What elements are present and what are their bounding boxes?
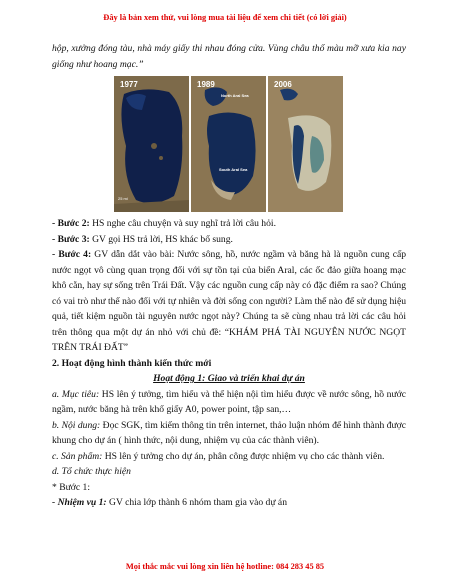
- product-paragraph: [52, 449, 406, 465]
- aral-panel-1977: [114, 76, 189, 212]
- intro-paragraph: hộp, xưởng đóng tàu, nhà máy giấy thi nhau đóng cửa. Vùng châu thổ màu mỡ xưa kia nay giống như hoang mạc.”: [52, 43, 406, 70]
- objective-label: a. Mục tiêu:: [52, 388, 100, 400]
- product-text: HS lên ý tưởng cho dự án, phân công được nhiệm vụ cho các thành viên.: [102, 450, 385, 462]
- step-2-text: HS nghe câu chuyện và suy nghĩ trả lời câu hỏi.: [89, 218, 276, 229]
- objective-text: HS lên ý tưởng, tìm hiểu và thể hiện nội tìm hiểu được về nước sông, hồ nước ngầm, nước băng hà trên khổ giấy A0, power point, tập san,…: [52, 388, 406, 415]
- task-1: [52, 495, 406, 511]
- content-paragraph: [52, 418, 406, 449]
- step-4-text: GV dẫn dắt vào bài: Nước sông, hồ, nước ngầm và băng hà là nguồn cung cấp nước ngọt vô cùng quan trọng đối với sự tồn tại của biển Aral, các ốc đảo giữa hoang mạc khô cằn, hay sự sống trên Trái Đất. Vậy các nguồn cung cấp này có đặc điểm ra sao? Chúng có vai trò như thế nào đối với tự nhiên và đời sống con người? Làm thế nào để sử dụng hiệu quả, tiết kiệm nguồn tài nguyên nước ngọt này? Chúng ta sẽ cùng nhau trả lời các câu hỏi trên thông qua một dự án nhỏ với chủ đề: “KHÁM PHÁ TÀI NGUYÊN NƯỚC NGỌT TRÊN TRÁI ĐẤT”: [52, 249, 407, 353]
- step-2-label: - Bước 2:: [52, 218, 90, 229]
- step-4: [52, 247, 406, 356]
- year-label-1989: 1989: [197, 80, 215, 89]
- document-body: [52, 41, 406, 511]
- north-aral-label: North Aral Sea: [221, 93, 249, 98]
- aral-panel-2006: [268, 76, 343, 212]
- activity-1-title: Hoạt động 1: Giao và triển khai dự án: [153, 373, 305, 384]
- product-label: c. Sản phẩm:: [52, 450, 103, 462]
- aral-panel-1989: [191, 76, 266, 212]
- step-1-heading: * Bước 1:: [52, 481, 90, 493]
- step-4-label: - Bước 4:: [52, 249, 92, 260]
- objective-paragraph: [52, 387, 406, 418]
- task-1-label: - Nhiệm vụ 1:: [52, 497, 107, 508]
- aral-2006-image: [268, 76, 343, 212]
- content-label: b. Nội dung:: [52, 419, 101, 431]
- content-text: Đọc SGK, tìm kiếm thông tin trên internet, thảo luận nhóm để hình thành được khung cho dự án ( hình thức, nội dung, nhiệm vụ của các thành viên).: [52, 419, 407, 446]
- section-2-heading: 2. Hoạt động hình thành kiến thức mới: [52, 357, 212, 369]
- task-1-text: GV chia lớp thành 6 nhóm tham gia vào dự án: [106, 497, 287, 508]
- preview-banner: Đây là bản xem thử, vui lòng mua tài liệu để xem chi tiết (có lời giải): [103, 13, 347, 22]
- step-2: [52, 216, 406, 232]
- step-3-label: - Bước 3:: [52, 233, 90, 245]
- step-3: [52, 232, 406, 248]
- aral-sea-satellite-figure: [114, 76, 344, 212]
- organization-heading: d. Tổ chức thực hiện: [52, 466, 131, 477]
- year-label-1977: 1977: [120, 80, 138, 89]
- year-label-2006: 2006: [274, 80, 292, 89]
- step-3-text: GV gọi HS trả lời, HS khác bổ sung.: [89, 233, 233, 245]
- scale-label: 25 mi: [118, 195, 128, 201]
- hotline-banner: Mọi thắc mắc vui lòng xin liên hệ hotline: 084 283 45 85: [125, 562, 325, 571]
- south-aral-label: South Aral Sea: [219, 167, 248, 172]
